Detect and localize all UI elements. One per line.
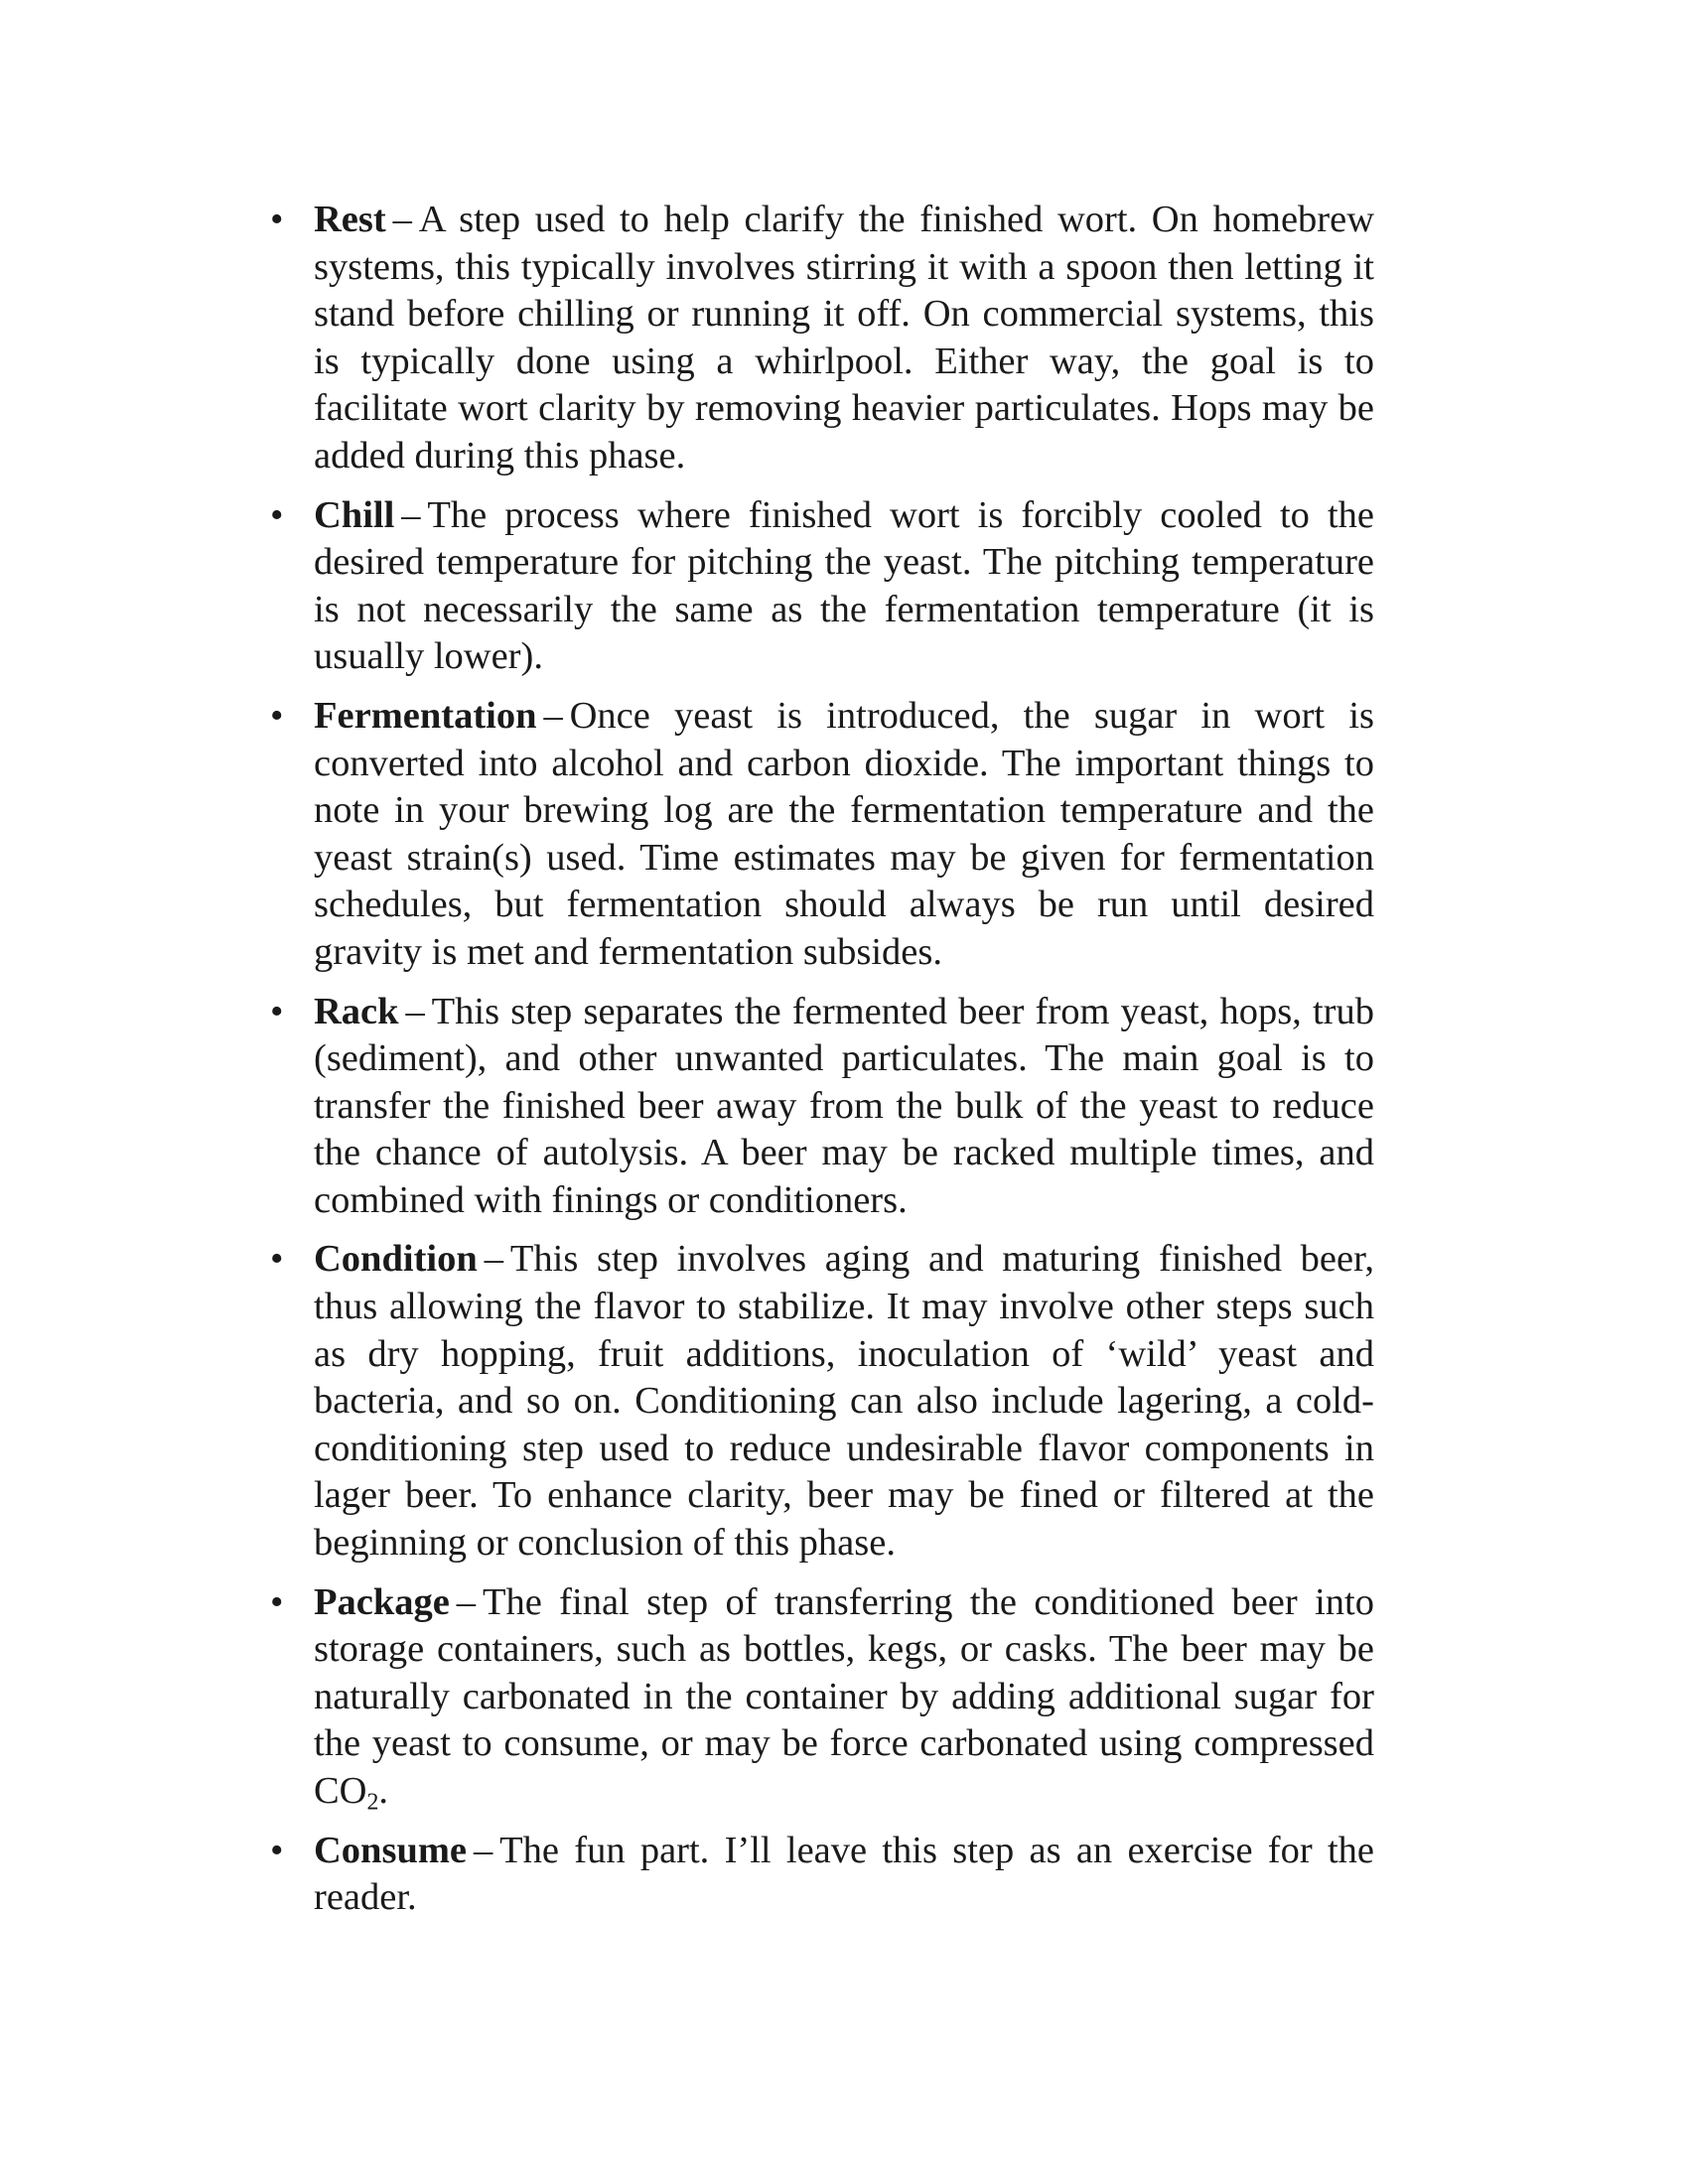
brewing-steps-list — [268, 197, 1374, 1922]
step-term: Package — [314, 1580, 450, 1623]
bullet-icon: • — [270, 1238, 284, 1281]
dash-separator: – — [543, 694, 563, 737]
step-term: Consume — [314, 1829, 468, 1871]
dash-separator: – — [473, 1829, 493, 1871]
bullet-icon: • — [270, 199, 284, 240]
step-description: This step involves aging and maturing finished beer, thus allowing the flavor to stabilize. It may involve other steps such as dry hopping, fruit additions, inoculation of ‘wild’ yeast and bacteria, and so on. Conditioning can also include lagering, a cold-conditioning step used to reduce undesirable flavor components in lager beer. To enhance clarity, beer may be fined or filtered at the beginning or conclusion of this phase. — [314, 1238, 1374, 1565]
step-term: Fermentation — [314, 694, 537, 737]
step-description: Once yeast is introduced, the sugar in wort is converted into alcohol and carbon dioxide. The important things to note in your brewing log are the fermentation temperature and the yeast strain(s) used. Time estimates may be given for fermentation schedules, but fermentation should always be run until desired gravity is met and fermentation subsides. — [314, 694, 1374, 973]
step-description: The fun part. I’ll leave this step as an exercise for the reader. — [314, 1829, 1374, 1919]
list-item-rest — [268, 197, 1374, 480]
bullet-icon: • — [270, 493, 284, 536]
dash-separator: – — [392, 199, 412, 240]
bullet-icon: • — [270, 694, 284, 737]
list-item-rack — [268, 989, 1374, 1225]
step-description: A step used to help clarify the finished wort. On homebrew systems, this typically involves stirring it with a spoon then letting it stand before chilling or running it off. On commercial systems, this is typically done using a whirlpool. Either way, the goal is to facilitate wort clarity by removing heavier particulates. Hops may be added during this phase. — [314, 199, 1374, 477]
list-item-condition — [268, 1236, 1374, 1567]
bullet-icon: • — [270, 990, 284, 1032]
list-item-package — [268, 1579, 1374, 1816]
list-item-consume — [268, 1828, 1374, 1922]
step-term: Rest — [314, 199, 386, 240]
bullet-icon: • — [270, 1829, 284, 1871]
list-item-fermentation — [268, 693, 1374, 977]
subscript: 2 — [366, 1789, 379, 1816]
dash-separator: – — [401, 493, 421, 536]
list-item-chill — [268, 492, 1374, 681]
dash-separator: – — [484, 1238, 503, 1281]
step-term: Condition — [314, 1238, 478, 1281]
step-description: The process where finished wort is forcibly cooled to the desired temperature for pitching the yeast. The pitching temperature is not necessarily the same as the fermentation temperature (it is usually lower). — [314, 493, 1374, 678]
step-term: Rack — [314, 990, 399, 1032]
dash-separator: – — [456, 1580, 477, 1623]
dash-separator: – — [405, 990, 425, 1032]
step-description: This step separates the fermented beer from yeast, hops, trub (sediment), and other unwanted particulates. The main goal is to transfer the finished beer away from the bulk of the yeast to reduce the chance of autolysis. A beer may be racked multiple times, and combined with finings or conditioners. — [314, 990, 1374, 1221]
step-term: Chill — [314, 493, 395, 536]
bullet-icon: • — [270, 1580, 284, 1623]
sentence-end: . — [378, 1770, 389, 1812]
step-description: The final step of transferring the conditioned beer into storage containers, such as bottles, kegs, or casks. The beer may be naturally carbonated in the container by adding additional sugar for the yeast to consume, or may be force carbonated using compressed CO — [314, 1580, 1374, 1812]
document-page — [268, 197, 1374, 1934]
